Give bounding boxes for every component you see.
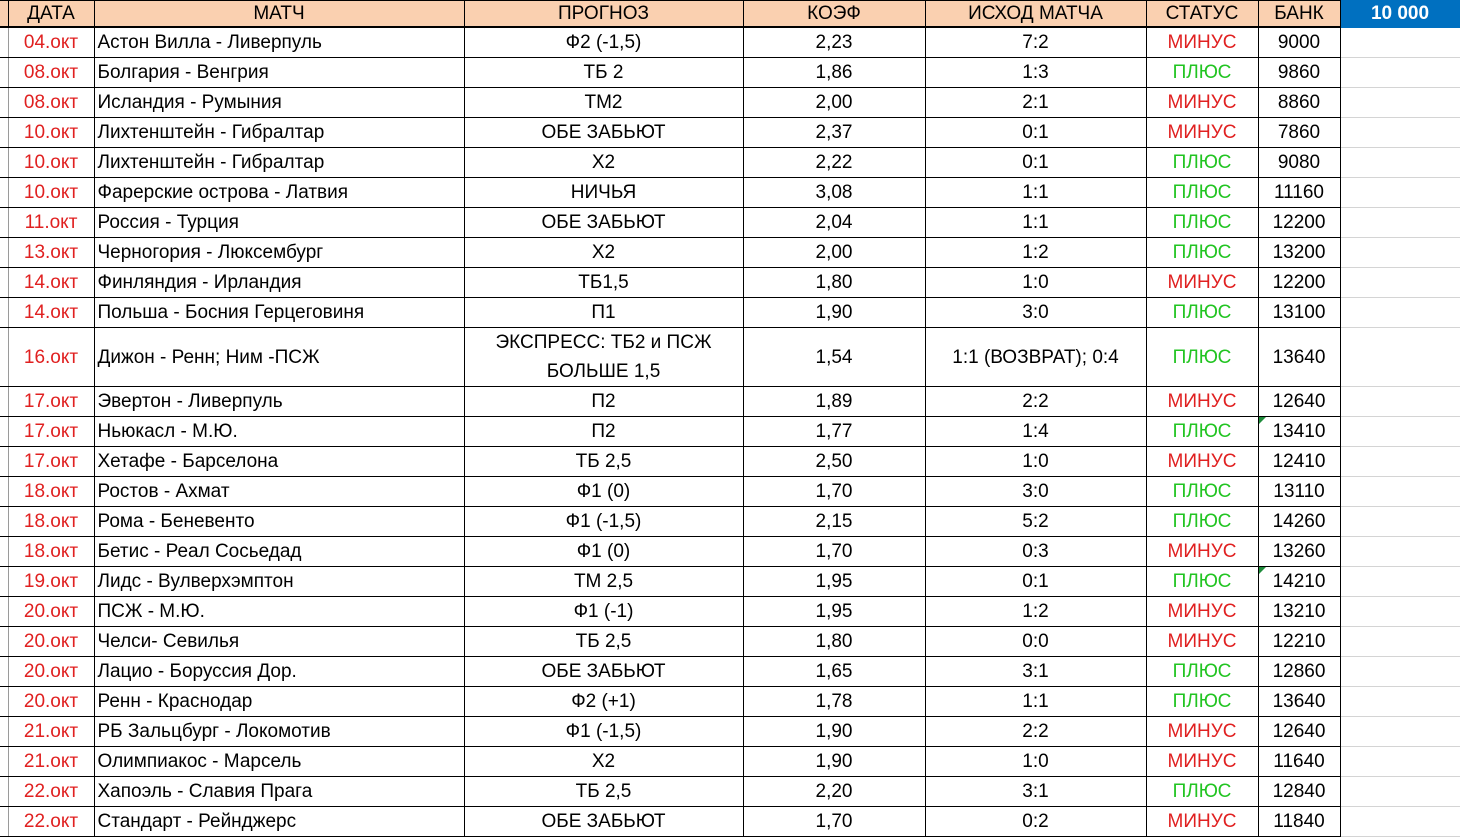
row-gutter[interactable] — [0, 88, 8, 118]
cell-date[interactable]: 10.окт — [8, 118, 94, 148]
cell-bank[interactable]: 12200 — [1258, 268, 1340, 298]
cell-prediction[interactable]: Х2 — [464, 148, 743, 178]
cell-bank[interactable]: 11160 — [1258, 178, 1340, 208]
cell-result[interactable]: 3:0 — [925, 298, 1146, 328]
cell-empty[interactable] — [1340, 807, 1460, 837]
table-row — [0, 597, 1460, 627]
cell-empty[interactable] — [1340, 298, 1460, 328]
cell-prediction[interactable]: Х2 — [464, 238, 743, 268]
cell-match[interactable]: Лидс - Вулверхэмптон — [94, 567, 464, 597]
cell-date[interactable]: 08.окт — [8, 88, 94, 118]
cell-bank[interactable]: 12640 — [1258, 387, 1340, 417]
cell-date[interactable]: 21.окт — [8, 747, 94, 777]
cell-empty[interactable] — [1340, 477, 1460, 507]
cell-status[interactable]: МИНУС — [1146, 387, 1258, 417]
cell-coef[interactable]: 1,95 — [743, 567, 925, 597]
cell-match[interactable]: Ньюкасл - М.Ю. — [94, 417, 464, 447]
cell-bank[interactable]: 7860 — [1258, 118, 1340, 148]
cell-bank[interactable]: 12410 — [1258, 447, 1340, 477]
cell-empty[interactable] — [1340, 597, 1460, 627]
cell-prediction[interactable]: ОБЕ ЗАБЬЮТ — [464, 118, 743, 148]
cell-status[interactable]: МИНУС — [1146, 537, 1258, 567]
cell-empty[interactable] — [1340, 417, 1460, 447]
table-row — [0, 747, 1460, 777]
cell-coef[interactable]: 1,90 — [743, 747, 925, 777]
cell-match[interactable]: Дижон - Ренн; Ним -ПСЖ — [94, 328, 464, 387]
row-gutter[interactable] — [0, 27, 8, 58]
cell-empty[interactable] — [1340, 178, 1460, 208]
row-gutter[interactable] — [0, 597, 8, 627]
row-gutter[interactable] — [0, 807, 8, 837]
table-row — [0, 687, 1460, 717]
cell-status[interactable]: ПЛЮС — [1146, 148, 1258, 178]
cell-coef[interactable]: 2,23 — [743, 27, 925, 58]
table-row — [0, 298, 1460, 328]
cell-prediction[interactable]: ОБЕ ЗАБЬЮТ — [464, 208, 743, 238]
cell-empty[interactable] — [1340, 687, 1460, 717]
cell-result[interactable]: 2:2 — [925, 717, 1146, 747]
cell-status[interactable]: МИНУС — [1146, 118, 1258, 148]
cell-status[interactable]: ПЛЮС — [1146, 777, 1258, 807]
cell-status[interactable]: МИНУС — [1146, 807, 1258, 837]
cell-date[interactable]: 10.окт — [8, 148, 94, 178]
cell-coef[interactable]: 1,86 — [743, 58, 925, 88]
cell-coef[interactable]: 1,95 — [743, 597, 925, 627]
header-result[interactable]: ИСХОД МАТЧА — [925, 1, 1146, 28]
cell-bank[interactable]: 9080 — [1258, 148, 1340, 178]
cell-status[interactable]: ПЛЮС — [1146, 417, 1258, 447]
header-match[interactable]: МАТЧ — [94, 1, 464, 28]
cell-date[interactable]: 20.окт — [8, 657, 94, 687]
cell-match[interactable]: Стандарт - Рейнджерс — [94, 807, 464, 837]
table-row — [0, 268, 1460, 298]
table-row — [0, 537, 1460, 567]
cell-status[interactable]: ПЛЮС — [1146, 328, 1258, 387]
cell-empty[interactable] — [1340, 58, 1460, 88]
cell-empty[interactable] — [1340, 447, 1460, 477]
cell-coef[interactable]: 1,65 — [743, 657, 925, 687]
cell-date[interactable]: 22.окт — [8, 777, 94, 807]
table-row — [0, 387, 1460, 417]
cell-match[interactable]: Челси- Севилья — [94, 627, 464, 657]
table-row — [0, 447, 1460, 477]
table-row — [0, 477, 1460, 507]
cell-prediction[interactable]: ТБ 2,5 — [464, 777, 743, 807]
cell-empty[interactable] — [1340, 268, 1460, 298]
row-gutter[interactable] — [0, 268, 8, 298]
cell-bank[interactable]: 12640 — [1258, 717, 1340, 747]
cell-date[interactable]: 20.окт — [8, 597, 94, 627]
cell-coef[interactable]: 1,89 — [743, 387, 925, 417]
cell-empty[interactable] — [1340, 747, 1460, 777]
cell-bank[interactable]: 13100 — [1258, 298, 1340, 328]
cell-prediction[interactable]: ТБ 2,5 — [464, 627, 743, 657]
row-gutter[interactable] — [0, 717, 8, 747]
table-row — [0, 417, 1460, 447]
cell-coef[interactable]: 2,15 — [743, 507, 925, 537]
cell-coef[interactable]: 1,78 — [743, 687, 925, 717]
cell-prediction[interactable]: ТБ 2 — [464, 58, 743, 88]
cell-match[interactable]: Лихтенштейн - Гибралтар — [94, 148, 464, 178]
cell-prediction[interactable]: Ф2 (+1) — [464, 687, 743, 717]
cell-match[interactable]: Хапоэль - Славия Прага — [94, 777, 464, 807]
cell-status[interactable]: МИНУС — [1146, 627, 1258, 657]
cell-date[interactable]: 17.окт — [8, 417, 94, 447]
cell-bank[interactable]: 13640 — [1258, 328, 1340, 387]
cell-date[interactable]: 14.окт — [8, 268, 94, 298]
cell-coef[interactable]: 1,70 — [743, 537, 925, 567]
table-row — [0, 777, 1460, 807]
cell-bank[interactable]: 12840 — [1258, 777, 1340, 807]
cell-bank[interactable]: 12210 — [1258, 627, 1340, 657]
cell-coef[interactable]: 2,00 — [743, 88, 925, 118]
row-gutter[interactable] — [0, 298, 8, 328]
cell-match[interactable]: Болгария - Венгрия — [94, 58, 464, 88]
cell-result[interactable]: 1:0 — [925, 447, 1146, 477]
cell-status[interactable]: МИНУС — [1146, 88, 1258, 118]
cell-bank[interactable]: 11640 — [1258, 747, 1340, 777]
cell-result[interactable]: 0:1 — [925, 567, 1146, 597]
table-row — [0, 657, 1460, 687]
cell-bank[interactable]: 8860 — [1258, 88, 1340, 118]
header-prediction[interactable]: ПРОГНОЗ — [464, 1, 743, 28]
cell-status[interactable]: ПЛЮС — [1146, 567, 1258, 597]
cell-coef[interactable]: 2,00 — [743, 238, 925, 268]
cell-coef[interactable]: 2,20 — [743, 777, 925, 807]
cell-coef[interactable]: 3,08 — [743, 178, 925, 208]
row-gutter[interactable] — [0, 567, 8, 597]
cell-date[interactable]: 22.окт — [8, 807, 94, 837]
cell-bank[interactable]: 13410 — [1258, 417, 1340, 447]
cell-empty[interactable] — [1340, 627, 1460, 657]
cell-prediction[interactable]: Ф1 (-1) — [464, 597, 743, 627]
cell-bank[interactable]: 14210 — [1258, 567, 1340, 597]
header-status[interactable]: СТАТУС — [1146, 1, 1258, 28]
cell-bank[interactable]: 13640 — [1258, 687, 1340, 717]
table-row — [0, 567, 1460, 597]
cell-match[interactable]: Ростов - Ахмат — [94, 477, 464, 507]
cell-empty[interactable] — [1340, 27, 1460, 58]
cell-empty[interactable] — [1340, 567, 1460, 597]
cell-status[interactable]: ПЛЮС — [1146, 178, 1258, 208]
cell-match[interactable]: Хетафе - Барселона — [94, 447, 464, 477]
row-gutter[interactable] — [0, 238, 8, 268]
cell-date[interactable]: 20.окт — [8, 687, 94, 717]
cell-bank[interactable]: 12860 — [1258, 657, 1340, 687]
cell-prediction[interactable]: Х2 — [464, 747, 743, 777]
cell-result[interactable]: 7:2 — [925, 27, 1146, 58]
cell-date[interactable]: 08.окт — [8, 58, 94, 88]
cell-empty[interactable] — [1340, 507, 1460, 537]
cell-coef[interactable]: 1,80 — [743, 627, 925, 657]
cell-bank[interactable]: 11840 — [1258, 807, 1340, 837]
table-row — [0, 208, 1460, 238]
cell-date[interactable]: 17.окт — [8, 387, 94, 417]
cell-date[interactable]: 14.окт — [8, 298, 94, 328]
cell-status[interactable]: ПЛЮС — [1146, 507, 1258, 537]
cell-result[interactable]: 0:2 — [925, 807, 1146, 837]
cell-prediction[interactable]: Ф1 (0) — [464, 537, 743, 567]
cell-match[interactable]: ПСЖ - М.Ю. — [94, 597, 464, 627]
cell-empty[interactable] — [1340, 328, 1460, 387]
cell-date[interactable]: 13.окт — [8, 238, 94, 268]
cell-result[interactable]: 2:1 — [925, 88, 1146, 118]
row-gutter[interactable] — [0, 477, 8, 507]
cell-bank[interactable]: 9860 — [1258, 58, 1340, 88]
cell-result[interactable]: 1:1 (ВОЗВРАТ); 0:4 — [925, 328, 1146, 387]
cell-bank[interactable]: 12200 — [1258, 208, 1340, 238]
cell-result[interactable]: 1:0 — [925, 268, 1146, 298]
cell-coef[interactable]: 2,22 — [743, 148, 925, 178]
cell-prediction[interactable]: ОБЕ ЗАБЬЮТ — [464, 807, 743, 837]
table-row — [0, 807, 1460, 837]
row-gutter[interactable] — [0, 208, 8, 238]
cell-prediction[interactable]: НИЧЬЯ — [464, 178, 743, 208]
cell-bank[interactable]: 13110 — [1258, 477, 1340, 507]
table-row — [0, 238, 1460, 268]
cell-date[interactable]: 19.окт — [8, 567, 94, 597]
cell-result[interactable]: 0:0 — [925, 627, 1146, 657]
cell-result[interactable]: 1:1 — [925, 178, 1146, 208]
row-gutter[interactable] — [0, 747, 8, 777]
cell-match[interactable]: Лихтенштейн - Гибралтар — [94, 118, 464, 148]
cell-prediction[interactable]: ТМ2 — [464, 88, 743, 118]
cell-prediction[interactable]: Ф1 (-1,5) — [464, 507, 743, 537]
row-gutter[interactable] — [0, 777, 8, 807]
cell-result[interactable]: 2:2 — [925, 387, 1146, 417]
cell-date[interactable]: 21.окт — [8, 717, 94, 747]
cell-date[interactable]: 17.окт — [8, 447, 94, 477]
cell-empty[interactable] — [1340, 88, 1460, 118]
cell-match[interactable]: Астон Вилла - Ливерпуль — [94, 27, 464, 58]
cell-coef[interactable]: 2,50 — [743, 447, 925, 477]
cell-match[interactable]: РБ Зальцбург - Локомотив — [94, 717, 464, 747]
cell-match[interactable]: Эвертон - Ливерпуль — [94, 387, 464, 417]
cell-match[interactable]: Рома - Беневенто — [94, 507, 464, 537]
start-bank-cell[interactable]: 10 000 — [1340, 1, 1460, 28]
cell-coef[interactable]: 1,77 — [743, 417, 925, 447]
cell-prediction[interactable]: Ф2 (-1,5) — [464, 27, 743, 58]
cell-result[interactable]: 3:1 — [925, 777, 1146, 807]
cell-prediction[interactable]: П2 — [464, 417, 743, 447]
table-row — [0, 118, 1460, 148]
cell-coef[interactable]: 1,70 — [743, 807, 925, 837]
cell-match[interactable]: Черногория - Люксембург — [94, 238, 464, 268]
cell-prediction[interactable]: ОБЕ ЗАБЬЮТ — [464, 657, 743, 687]
row-gutter[interactable] — [0, 148, 8, 178]
cell-match[interactable]: Бетис - Реал Сосьедад — [94, 537, 464, 567]
row-gutter[interactable] — [0, 507, 8, 537]
row-gutter[interactable] — [0, 537, 8, 567]
cell-prediction[interactable] — [464, 328, 743, 387]
table-row — [0, 507, 1460, 537]
cell-prediction[interactable]: ТБ1,5 — [464, 268, 743, 298]
cell-date[interactable]: 20.окт — [8, 627, 94, 657]
cell-empty[interactable] — [1340, 537, 1460, 567]
table-row — [0, 178, 1460, 208]
cell-result[interactable]: 0:3 — [925, 537, 1146, 567]
cell-match[interactable]: Фарерские острова - Латвия — [94, 178, 464, 208]
cell-bank[interactable]: 13210 — [1258, 597, 1340, 627]
cell-status[interactable]: ПЛЮС — [1146, 238, 1258, 268]
cell-date[interactable]: 16.окт — [8, 328, 94, 387]
row-gutter[interactable] — [0, 387, 8, 417]
table-row — [0, 328, 1460, 387]
cell-match[interactable]: Олимпиакос - Марсель — [94, 747, 464, 777]
cell-result[interactable]: 0:1 — [925, 148, 1146, 178]
cell-bank[interactable]: 13260 — [1258, 537, 1340, 567]
row-gutter[interactable] — [0, 178, 8, 208]
cell-empty[interactable] — [1340, 717, 1460, 747]
cell-status[interactable]: ПЛЮС — [1146, 58, 1258, 88]
row-gutter[interactable] — [0, 687, 8, 717]
cell-match[interactable]: Финляндия - Ирландия — [94, 268, 464, 298]
cell-result[interactable]: 1:1 — [925, 208, 1146, 238]
cell-result[interactable]: 3:1 — [925, 657, 1146, 687]
cell-date[interactable]: 18.окт — [8, 477, 94, 507]
cell-empty[interactable] — [1340, 657, 1460, 687]
cell-coef[interactable]: 1,80 — [743, 268, 925, 298]
cell-prediction[interactable]: П2 — [464, 387, 743, 417]
cell-status[interactable]: МИНУС — [1146, 268, 1258, 298]
cell-status[interactable]: МИНУС — [1146, 717, 1258, 747]
cell-coef[interactable]: 2,04 — [743, 208, 925, 238]
cell-result[interactable]: 5:2 — [925, 507, 1146, 537]
row-gutter[interactable] — [0, 417, 8, 447]
cell-date[interactable]: 10.окт — [8, 178, 94, 208]
cell-result[interactable]: 0:1 — [925, 118, 1146, 148]
header-bank[interactable]: БАНК — [1258, 1, 1340, 28]
cell-result[interactable]: 1:0 — [925, 747, 1146, 777]
cell-status[interactable]: ПЛЮС — [1146, 477, 1258, 507]
row-gutter[interactable] — [0, 328, 8, 387]
cell-prediction[interactable]: ТМ 2,5 — [464, 567, 743, 597]
table-row — [0, 148, 1460, 178]
cell-status[interactable]: МИНУС — [1146, 597, 1258, 627]
table-row — [0, 58, 1460, 88]
cell-prediction-text: ЭКСПРЕСС: ТБ2 и ПСЖ БОЛЬШЕ 1,5 — [495, 332, 712, 382]
cell-match[interactable]: Лацио - Боруссия Дор. — [94, 657, 464, 687]
cell-match[interactable]: Польша - Босния Герцеговиня — [94, 298, 464, 328]
cell-date[interactable]: 04.окт — [8, 27, 94, 58]
table-row — [0, 88, 1460, 118]
cell-empty[interactable] — [1340, 387, 1460, 417]
cell-coef[interactable]: 1,90 — [743, 717, 925, 747]
header-coef[interactable]: КОЭФ — [743, 1, 925, 28]
row-gutter[interactable] — [0, 657, 8, 687]
cell-date[interactable]: 18.окт — [8, 537, 94, 567]
cell-coef[interactable]: 2,37 — [743, 118, 925, 148]
cell-date[interactable]: 11.окт — [8, 208, 94, 238]
cell-empty[interactable] — [1340, 208, 1460, 238]
cell-coef[interactable]: 1,70 — [743, 477, 925, 507]
cell-prediction[interactable]: П1 — [464, 298, 743, 328]
cell-result[interactable]: 1:4 — [925, 417, 1146, 447]
cell-empty[interactable] — [1340, 238, 1460, 268]
cell-empty[interactable] — [1340, 148, 1460, 178]
cell-result[interactable]: 1:2 — [925, 238, 1146, 268]
cell-result[interactable]: 1:3 — [925, 58, 1146, 88]
cell-status[interactable]: ПЛЮС — [1146, 657, 1258, 687]
table-row — [0, 27, 1460, 58]
cell-coef[interactable]: 1,90 — [743, 298, 925, 328]
cell-bank[interactable]: 13200 — [1258, 238, 1340, 268]
header-row — [0, 1, 1460, 28]
cell-prediction[interactable]: ТБ 2,5 — [464, 447, 743, 477]
cell-prediction[interactable]: Ф1 (-1,5) — [464, 717, 743, 747]
cell-result[interactable]: 3:0 — [925, 477, 1146, 507]
row-gutter[interactable] — [0, 447, 8, 477]
table-row — [0, 717, 1460, 747]
cell-match[interactable]: Исландия - Румыния — [94, 88, 464, 118]
cell-empty[interactable] — [1340, 777, 1460, 807]
cell-coef[interactable]: 1,54 — [743, 328, 925, 387]
cell-prediction[interactable]: Ф1 (0) — [464, 477, 743, 507]
row-gutter[interactable] — [0, 58, 8, 88]
cell-status[interactable]: МИНУС — [1146, 747, 1258, 777]
cell-match[interactable]: Ренн - Краснодар — [94, 687, 464, 717]
cell-result[interactable]: 1:1 — [925, 687, 1146, 717]
row-gutter[interactable] — [0, 118, 8, 148]
header-date[interactable]: ДАТА — [8, 1, 94, 28]
cell-result[interactable]: 1:2 — [925, 597, 1146, 627]
cell-status[interactable]: ПЛЮС — [1146, 687, 1258, 717]
cell-match[interactable]: Россия - Турция — [94, 208, 464, 238]
cell-bank[interactable]: 14260 — [1258, 507, 1340, 537]
cell-status[interactable]: МИНУС — [1146, 27, 1258, 58]
table-row — [0, 627, 1460, 657]
row-gutter[interactable] — [0, 627, 8, 657]
cell-date[interactable]: 18.окт — [8, 507, 94, 537]
cell-status[interactable]: ПЛЮС — [1146, 298, 1258, 328]
cell-status[interactable]: МИНУС — [1146, 447, 1258, 477]
cell-status[interactable]: ПЛЮС — [1146, 208, 1258, 238]
row-gutter-header[interactable] — [0, 1, 8, 28]
cell-bank[interactable]: 9000 — [1258, 27, 1340, 58]
cell-empty[interactable] — [1340, 118, 1460, 148]
